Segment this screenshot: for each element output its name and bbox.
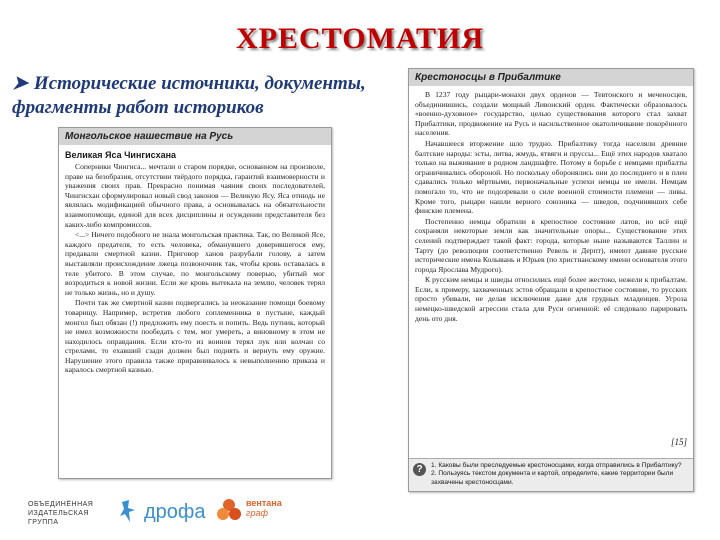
right-book-page — [408, 68, 694, 492]
question-icon: ? — [413, 463, 426, 476]
paragraph: Соперники Чингиса... мечтали о старом порядке, основанном на произволе, праве на безобразия, отсутствии твёрдого порядка, гарантий взаимоверности и уважения своих прав. Прекрасно понимая чаяния своих последователей, Чингисхан сформулировал новый свод законов — Великую Ясу. Яса отнюдь не являлась модификацией обычного права, а основывалась на обязательности взаимопомощи, единой для всех дисциплины и осуждении представителя без каких-либо компромиссов. — [65, 162, 325, 229]
left-book-page — [58, 127, 332, 479]
paragraph: К русским немцы и шведы относились ещё более жестоко, нежели к прибалтам. Если, к примеру, захваченных эстов обращали в крепостное состояние, то русских просто убивали, не делая исключения даже для грудных младенцев. Угроза немецко-шведской агрессии стала для Руси огненной: её следовало парировать день ото дня. — [415, 275, 687, 323]
paragraph: Постепенно немцы обратили в крепостное состояние латов, но всё ещё сохраняли некоторые земли как значительные опоры... Существование этих селений подтверждает такой факт: города, которые ныне называются Таллин и Тарту (до революции соответственно Ревель и Дерпт), имеют давние русские исторические имена Колывань и Юрьев (по христианскому имени основателя этого города Ярослава Мудрого). — [415, 216, 687, 274]
ventana-flower-icon — [216, 498, 242, 524]
question-item: 1. Каковы были преследуемые крестоносцами, когда отправились в Прибалтику? — [431, 461, 682, 469]
paragraph: Почти так же смертной казни подвергались за неоказание помощи боевому товарищу. Например, встретив любого соплеменника в пустыне, каждый монгол был обязан (!) предложить ему поесть и попить. Ведь путник, который не имел возможности пообедать с тем, мог умереть, а виновному в этом не находилось оправдания. Если кто-то из воинов терял лук или колчан со стрелами, то ехавший сзади должен был поднять и вернуть ему оружие. Нарушение этого правила также приравнивалось к невыполнению приказа и каралось смертной казнью. — [65, 298, 325, 375]
publisher-group-logo — [28, 500, 98, 527]
ventana-line2: граф — [246, 508, 268, 518]
question-item: 2. Пользуясь текстом документа и картой, определите, какие территории были захвачены крестоносцами. — [431, 470, 674, 486]
page-number: [15] — [670, 437, 687, 447]
right-page-band: Крестоносцы в Прибалтике — [409, 69, 693, 86]
left-page-text — [59, 162, 331, 375]
page-title: ХРЕСТОМАТИЯ — [236, 22, 484, 55]
left-page-heading: Великая Яса Чингисхана — [65, 150, 177, 160]
section-subtitle — [12, 72, 412, 120]
publisher-group-name: ОБЪЕДИНЁННАЯ ИЗДАТЕЛЬСКАЯ ГРУППА — [28, 501, 94, 526]
left-page-band: Монгольское нашествие на Русь — [59, 128, 331, 145]
ventana-line1: вентана — [246, 498, 282, 508]
questions-block — [409, 458, 693, 491]
paragraph: <...> Ничего подобного не знала монгольская практика. Так, по Великой Ясе, каждого предателя, то есть человека, обманувшего доверившегося ему, предавали смертной казни. Приговор ханов разрубали голову, а затем выставляли происхождение лжеца позвоночник так, чтобы кровь оставалась в теле убитого. В этом случае, по монгольскому поверью, убитый мог возродиться к новой жизни. Если же кровь вытекала на землю, человек терял не только жизнь, но и душу. — [65, 230, 325, 297]
drofa-bird-icon — [118, 498, 140, 524]
arrow-bullet-icon: ➤ — [12, 73, 28, 94]
publisher-logos — [0, 490, 720, 540]
paragraph: Начавшееся вторжение шло трудно. Прибалтику тогда населяли древние балтские народы: эсты, литва, жмудь, ятвяги и пруссы... Ещё этих народов хватало только на выживание в родном ландшафте. Потому в борьбе с немцами прибалты ограничивались обороной. Но поскольку оборонялись они до последнего и в плен сдавались только мёртвыми, первоначальные успехи немцы не имели. Немцам помогало то, что не подозревали о силе военной стоимости племени — ливы. Кроме того, рыцари нашли верного союзника — шведов, подчинявших себе финские племена. — [415, 138, 687, 216]
ventana-name — [246, 498, 282, 518]
right-page-text — [409, 86, 693, 323]
subtitle-text: Исторические источники, документы, фрагменты работ историков — [12, 73, 366, 118]
drofa-name: дрофа — [144, 501, 206, 523]
paragraph: В 1237 году рыцари-монахи двух орденов — Тевтонского и меченосцев, объединившись, создали мощный Ливонский орден. Фактически образовалось «военно-духовное» государство, целью существования которого стал захват Прибалтики, продвижение на Русь и насильственное окатоличивание покорённого населения. — [415, 90, 687, 138]
